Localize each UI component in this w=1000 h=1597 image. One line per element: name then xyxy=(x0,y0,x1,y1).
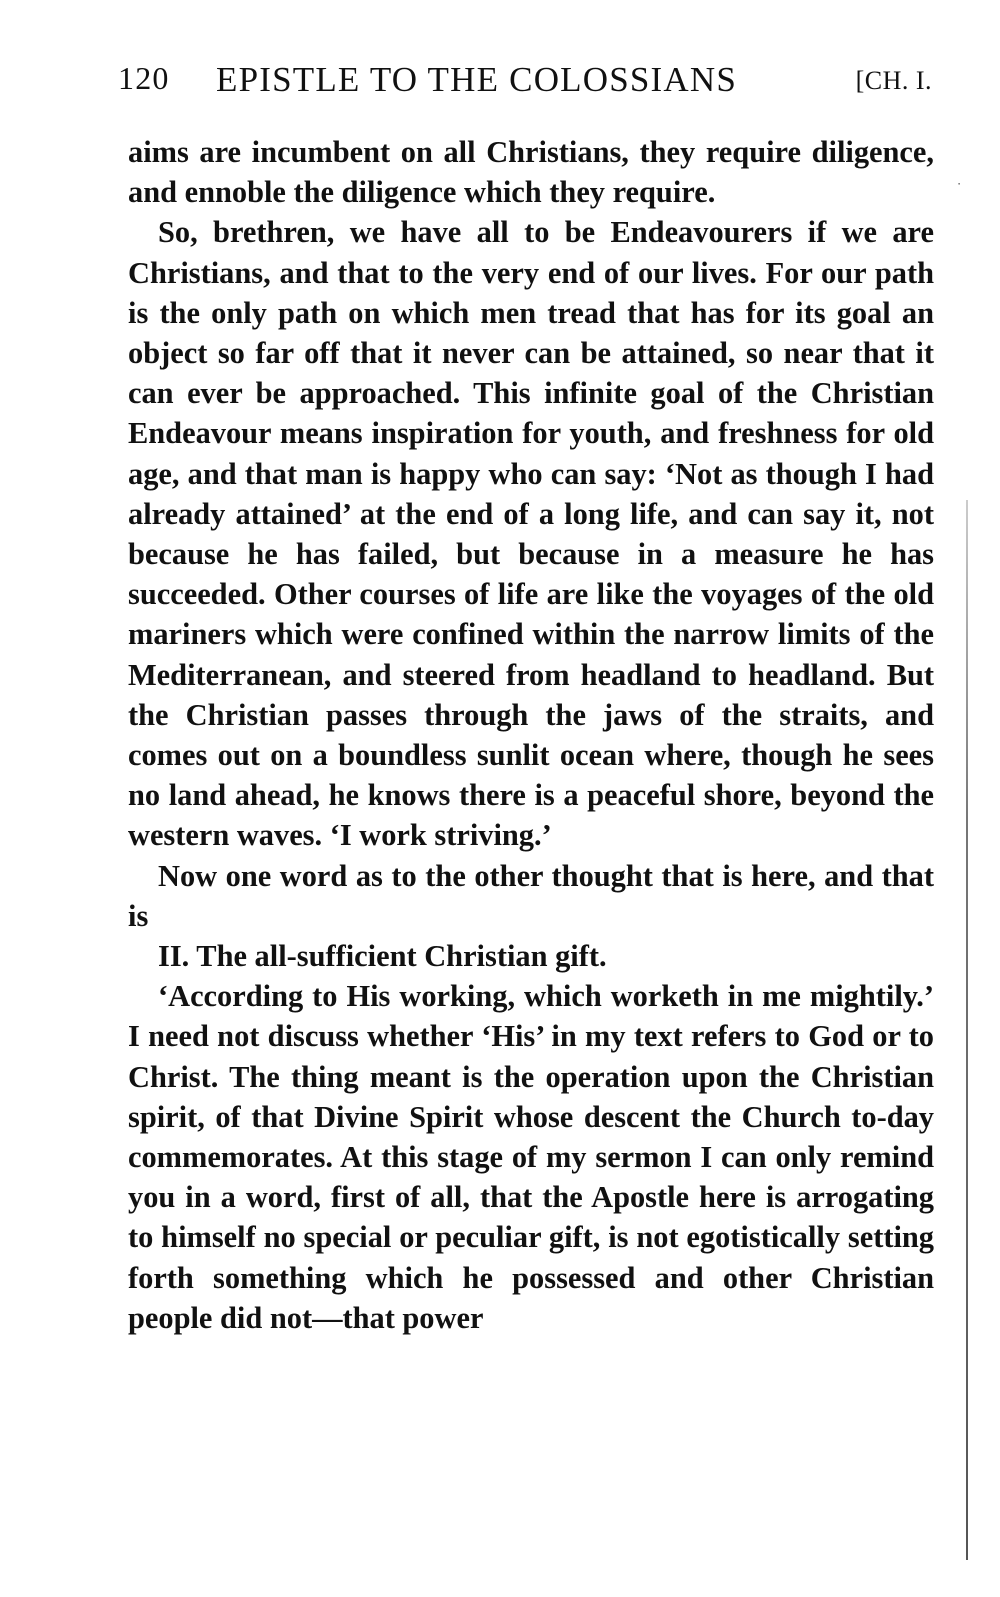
running-title: EPISTLE TO THE COLOSSIANS xyxy=(216,60,738,99)
paragraph-continuation: aims are incumbent on all Christians, they require diligence, and ennoble the diligence which they require. xyxy=(128,135,934,210)
section-heading: II. The all-sufficient Christian gift. xyxy=(158,939,607,974)
chapter-reference: [CH. I. xyxy=(855,66,932,95)
margin-mark: ⋅ xyxy=(957,177,962,191)
paragraph-endeavourers: So, brethren, we have all to be Endeavourers if we are Christians, and that to the very end of our lives. For our path is the only path on which men tread that has for its goal an object so far off that it never can be attained, so near that it can ever be approached. This infinite goal of the Christian Endeavour means inspiration for youth, and freshness for old age, and that man is happy who can say: ‘Not as though I had already attained’ at the end of a long life, and can say it, not because he has failed, but because in a measure he has succeeded. Other courses of life are like the voyages of the old mariners which were confined within the narrow limits of the Mediterranean, and steered from headland to headland. But the Christian passes through the jaws of the straits, and comes out on a boundless sunlit ocean where, though he sees no land ahead, he knows there is a peaceful shore, beyond the western waves. ‘I work striving.’ xyxy=(128,215,934,853)
page-number: 120 xyxy=(118,60,170,96)
body-text xyxy=(128,132,934,1338)
paragraph-according: ‘According to His working, which worketh in me mightily.’ I need not discuss whether ‘His’ in my text refers to God or to Christ. The thing meant is the operation upon the Christian spirit, of that Divine Spirit whose descent the Church to-day commemorates. At this stage of my sermon I can only remind you in a word, first of all, that the Apostle here is arrogating to himself no special or peculiar gift, is not egotistically setting forth something which he possessed and other Christian people did not—that power xyxy=(128,979,934,1335)
scan-margin-rule xyxy=(966,500,968,1560)
running-head xyxy=(118,60,934,110)
book-page xyxy=(118,60,934,1338)
paragraph-transition: Now one word as to the other thought that is here, and that is xyxy=(128,858,934,933)
